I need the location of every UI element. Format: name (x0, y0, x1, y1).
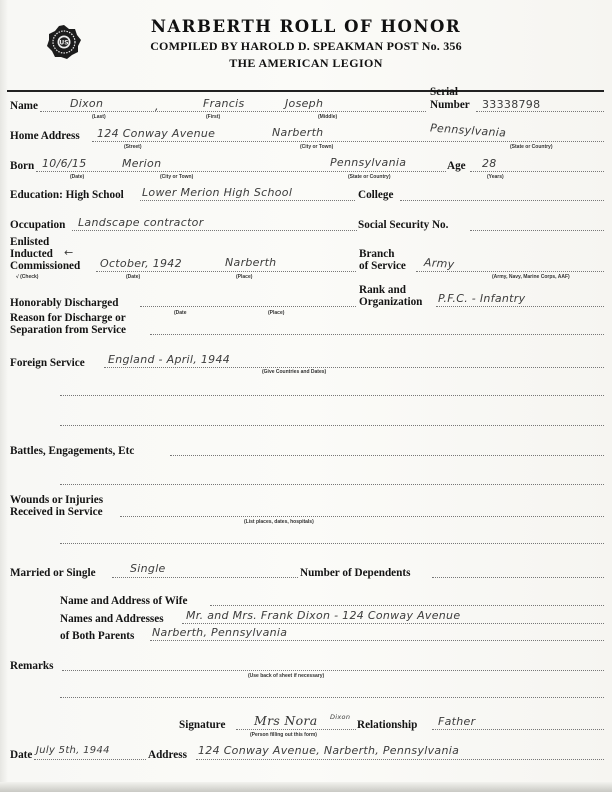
foreign-service-value: England - April, 1944 (108, 353, 231, 366)
discharged-place-caption: (Place) (268, 310, 285, 316)
dependents-label: Number of Dependents (300, 567, 411, 579)
parents-field-line-2[interactable] (150, 640, 604, 641)
wounds-caption: (List places, dates, hospitals) (244, 519, 314, 525)
rank-value: P.F.C. - Infantry (438, 292, 526, 305)
parents-value-line-2: Narberth, Pennsylvania (152, 626, 288, 639)
service-entry-field[interactable] (96, 271, 356, 272)
ssn-label: Social Security No. (358, 219, 449, 231)
high-school-field[interactable] (140, 200, 355, 201)
form-title: NARBERTH ROLL OF HONOR (150, 17, 462, 36)
reason-label-bottom: Separation from Service (10, 324, 126, 336)
discharged-label: Honorably Discharged (10, 297, 119, 309)
serial-label-bottom: Number (430, 99, 470, 111)
rank-label-top: Rank and (359, 284, 406, 296)
foreign-service-caption: (Give Countries and Dates) (262, 369, 327, 375)
born-city-caption: (City or Town) (160, 174, 194, 180)
college-field[interactable] (400, 200, 604, 201)
parents-label-bottom: of Both Parents (60, 630, 135, 642)
age-value: 28 (482, 157, 497, 170)
enlisted-label: Enlisted (10, 236, 50, 248)
battles-field[interactable] (170, 455, 604, 456)
name-comma: , (155, 100, 159, 113)
inducted-label: Inducted (10, 248, 53, 260)
wife-label: Name and Address of Wife (60, 595, 188, 607)
last-caption: (Last) (92, 114, 106, 120)
date-label: Date (10, 749, 33, 761)
address-field[interactable] (196, 759, 604, 760)
reason-label-top: Reason for Discharge or (10, 312, 126, 324)
home-street-value: 124 Conway Avenue (97, 127, 216, 140)
first-caption: (First) (206, 114, 221, 120)
wounds-label-bottom: Received in Service (10, 506, 103, 518)
occupation-value: Landscape contractor (78, 216, 204, 229)
signature-caption: (Person filling out this form) (250, 732, 317, 738)
branch-value: Army (423, 255, 455, 272)
signature-value: Mrs Nora (254, 713, 318, 728)
inducted-check-mark[interactable]: ← (64, 246, 74, 259)
relationship-field[interactable] (432, 729, 604, 730)
foreign-service-line-3[interactable] (60, 425, 604, 426)
marital-label: Married or Single (10, 567, 96, 579)
date-value: July 5th, 1944 (36, 745, 110, 756)
date-field[interactable] (34, 759, 146, 760)
ssn-field[interactable] (470, 230, 604, 231)
paper-bottom-edge (0, 782, 612, 792)
foreign-service-line-2[interactable] (60, 395, 604, 396)
entry-date-caption: (Date) (126, 274, 141, 280)
city-caption: (City or Town) (300, 144, 334, 150)
age-field[interactable] (470, 171, 604, 172)
marital-field[interactable] (112, 577, 298, 578)
born-field[interactable] (36, 171, 446, 172)
remarks-caption: (Use back of sheet if necessary) (248, 673, 325, 679)
dependents-field[interactable] (432, 577, 604, 578)
occupation-label: Occupation (10, 219, 66, 231)
branch-field[interactable] (416, 271, 604, 272)
remarks-line-2[interactable] (60, 697, 604, 698)
header-rule (7, 90, 604, 92)
name-label: Name (10, 100, 38, 112)
occupation-field[interactable] (72, 230, 357, 231)
address-value: 124 Conway Avenue, Narberth, Pennsylvania (198, 744, 460, 757)
wife-field[interactable] (210, 605, 604, 606)
middle-caption: (Middle) (318, 114, 338, 120)
parents-label-top: Names and Addresses (60, 613, 164, 625)
born-state-value: Pennsylvania (330, 156, 407, 169)
svg-text:US: US (59, 39, 69, 47)
rank-label-bottom: Organization (359, 296, 423, 308)
relationship-value: Father (438, 715, 476, 728)
parents-field-line-1[interactable] (182, 623, 604, 624)
branch-label-top: Branch (359, 248, 395, 260)
home-address-field[interactable] (92, 141, 604, 142)
battles-line-2[interactable] (60, 484, 604, 485)
serial-number-value: 33338798 (482, 98, 541, 111)
branch-caption: (Army, Navy, Marine Corps, AAF) (492, 274, 570, 280)
form-subtitle-legion: THE AMERICAN LEGION (229, 56, 383, 70)
remarks-label: Remarks (10, 660, 54, 672)
high-school-value: Lower Merion High School (142, 186, 293, 199)
born-date-value: 10/6/15 (42, 157, 87, 170)
branch-label-bottom: of Service (359, 260, 406, 272)
age-label: Age (447, 160, 466, 172)
born-city-value: Merion (122, 157, 162, 170)
college-label: College (358, 189, 394, 201)
born-label: Born (10, 160, 35, 172)
entry-date-value: October, 1942 (100, 257, 182, 270)
foreign-service-label: Foreign Service (10, 357, 85, 369)
foreign-service-field[interactable] (104, 367, 604, 368)
born-date-caption: (Date) (70, 174, 85, 180)
home-address-label: Home Address (10, 130, 80, 142)
first-name-value: Francis (203, 97, 245, 110)
home-city-value: Narberth (272, 126, 324, 139)
age-caption: (Years) (487, 174, 504, 180)
marital-value: Single (130, 562, 166, 575)
check-caption: √ (Check) (16, 274, 39, 280)
battles-label: Battles, Engagements, Etc (10, 445, 135, 457)
entry-place-caption: (Place) (236, 274, 253, 280)
education-label: Education: High School (10, 189, 124, 201)
wounds-label-top: Wounds or Injuries (10, 494, 104, 506)
form-subtitle-post: COMPILED BY HAROLD D. SPEAKMAN POST No. 356 (150, 39, 462, 53)
state-caption: (State or Country) (510, 144, 553, 150)
signature-label: Signature (179, 719, 226, 731)
wounds-line-2[interactable] (60, 543, 604, 544)
commissioned-label: Commissioned (10, 260, 81, 272)
remarks-field[interactable] (62, 670, 604, 671)
street-caption: (Street) (124, 144, 142, 150)
name-field[interactable] (40, 111, 426, 112)
born-state-caption: (State or Country) (348, 174, 391, 180)
rank-field[interactable] (436, 306, 604, 307)
discharged-field[interactable] (140, 306, 356, 307)
home-state-value: Pennsylvania (429, 121, 507, 140)
serial-number-field[interactable] (476, 111, 604, 112)
reason-field[interactable] (150, 334, 604, 335)
entry-place-value: Narberth (225, 256, 277, 269)
signature-extra-value: Dixon (330, 713, 351, 721)
address-label: Address (148, 749, 187, 761)
wounds-field[interactable] (120, 516, 604, 517)
middle-name-value: Joseph (285, 97, 324, 110)
signature-field[interactable] (236, 729, 356, 730)
last-name-value: Dixon (70, 97, 104, 110)
serial-label-top: Serial (430, 86, 458, 98)
discharged-date-caption: (Date (174, 310, 187, 316)
parents-value-line-1: Mr. and Mrs. Frank Dixon - 124 Conway Avenue (186, 609, 461, 622)
relationship-label: Relationship (357, 719, 418, 731)
